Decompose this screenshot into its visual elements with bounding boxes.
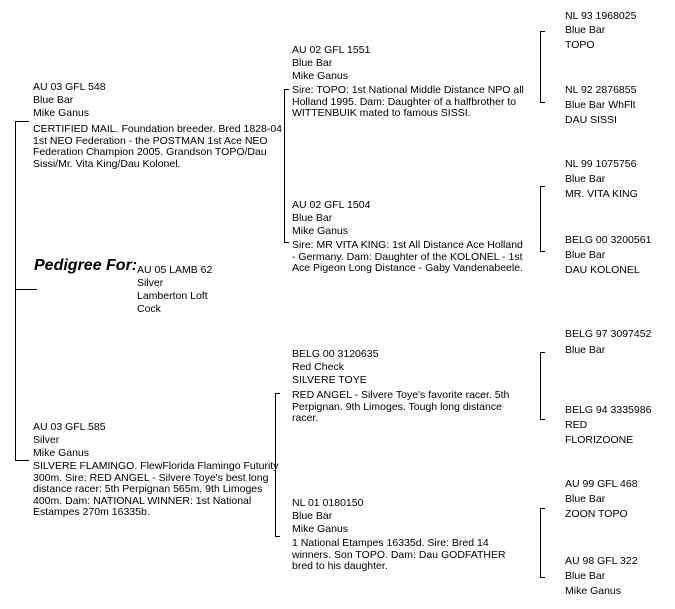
bracket-root-mid (15, 289, 37, 290)
gg-color: Blue Bar (565, 344, 606, 356)
gg-id: AU 99 GFL 468 (565, 478, 638, 490)
pedigree-title: Pedigree For: (34, 257, 138, 274)
bracket-gg1-top (540, 31, 545, 32)
gg-color: Blue Bar (565, 570, 606, 582)
subject-owner: Lamberton Loft (137, 290, 208, 302)
bracket-gg2-bottom (540, 251, 545, 252)
subject-color: Silver (137, 277, 164, 289)
sire-notes: CERTIFIED MAIL. Foundation breeder. Bred 1828-04 1st NEO Federation - the POSTMAN 1st Ace NEO Federation Champion 2005. Grandson TOPO/Dau Sissi/Mr. Vita King/Dau Kolonel. (33, 123, 283, 170)
bracket-sire-top (284, 89, 289, 90)
gg-id: NL 93 1968025 (565, 10, 637, 22)
dam-owner: Mike Ganus (33, 447, 90, 459)
subject-id: AU 05 LAMB 62 (137, 264, 213, 276)
dam-dam-notes: 1 National Etampes 16335d. Sire: Bred 14 winners. Son TOPO. Dam: Dau GODFATHER bred to his daughter. (292, 537, 506, 572)
gg-color: RED (565, 419, 588, 431)
gg-name: DAU KOLONEL (565, 264, 640, 276)
sire-sire-notes: Sire: TOPO: 1st National Middle Distance NPO all Holland 1995. Dam: Daughter of a halfbrother to WITTENBUIK mated to famous SISSI. (292, 84, 524, 119)
subject-sex: Cock (137, 303, 161, 315)
gg-id: AU 98 GFL 322 (565, 555, 638, 567)
dam-dam-id: NL 01 0180150 (292, 497, 364, 509)
gg-id: BELG 94 3335986 (565, 404, 652, 416)
gg-id: BELG 00 3200561 (565, 234, 652, 246)
sire-color: Blue Bar (33, 94, 74, 106)
gg-name: TOPO (565, 39, 595, 51)
gg-id: BELG 97 3097452 (565, 328, 652, 340)
sire-id: AU 03 GFL 548 (33, 81, 106, 93)
sire-dam-notes: Sire: MR VITA KING: 1st All Distance Ace Holland - Germany. Dam: Daughter of the KOLONEL - 1st Ace Pigeon Long Distance - Gaby Vandenabeele. (292, 239, 523, 274)
dam-color: Silver (33, 434, 60, 446)
dam-sire-name: SILVERE TOYE (292, 374, 367, 386)
sire-dam-color: Blue Bar (292, 212, 333, 224)
sire-dam-owner: Mike Ganus (292, 225, 349, 237)
bracket-gg2-top (540, 186, 545, 187)
bracket-gg3-top (540, 352, 545, 353)
gg-id: NL 92 2876855 (565, 84, 637, 96)
sire-sire-id: AU 02 GFL 1551 (292, 44, 371, 56)
dam-sire-id: BELG 00 3120635 (292, 348, 379, 360)
bracket-gg2-vertical (540, 186, 541, 252)
gg-name: Mike Ganus (565, 585, 622, 597)
bracket-root-vertical (15, 121, 16, 461)
dam-id: AU 03 GFL 585 (33, 421, 106, 433)
sire-sire-color: Blue Bar (292, 57, 333, 69)
gg-name: ZOON TOPO (565, 508, 628, 520)
gg-color: Blue Bar (565, 249, 606, 261)
bracket-gg4-bottom (540, 577, 545, 578)
sire-dam-id: AU 02 GFL 1504 (292, 199, 371, 211)
bracket-root-bottom (15, 460, 29, 461)
gg-id: NL 99 1075756 (565, 158, 637, 170)
bracket-gg4-top (540, 508, 545, 509)
bracket-dam-top (275, 393, 280, 394)
gg-color: Blue Bar (565, 493, 606, 505)
bracket-gg1-bottom (540, 102, 545, 103)
bracket-gg3-bottom (540, 419, 545, 420)
dam-sire-notes: RED ANGEL - Silvere Toye's favorite racer. 5th Perpignan. 9th Limoges. Tough long distance racer. (292, 389, 510, 424)
gg-name: MR. VITA KING (565, 188, 638, 200)
gg-color: Blue Bar (565, 173, 606, 185)
gg-name: DAU SISSI (565, 114, 617, 126)
gg-color: Blue Bar (565, 24, 606, 36)
bracket-gg3-vertical (540, 352, 541, 420)
bracket-root-top (15, 121, 29, 122)
dam-notes: SILVERE FLAMINGO. FlewFlorida Flamingo Futurity 300m. Sire: RED ANGEL - Silvere Toye's best long distance racer: 5th Perpignan 565m, 9th Limoges 400m. Dam: NATIONAL WINNER: 1st National Estampes 270m 16335b. (33, 460, 279, 518)
gg-name: FLORIZOONE (565, 434, 634, 446)
dam-dam-owner: Mike Ganus (292, 523, 349, 535)
bracket-gg4-vertical (540, 508, 541, 578)
dam-dam-color: Blue Bar (292, 510, 333, 522)
sire-sire-owner: Mike Ganus (292, 70, 349, 82)
bracket-dam-bottom (275, 536, 280, 537)
sire-owner: Mike Ganus (33, 107, 90, 119)
dam-sire-color: Red Check (292, 361, 344, 373)
bracket-sire-bottom (284, 242, 289, 243)
bracket-gg1-vertical (540, 31, 541, 103)
gg-color: Blue Bar WhFlt (565, 99, 636, 111)
